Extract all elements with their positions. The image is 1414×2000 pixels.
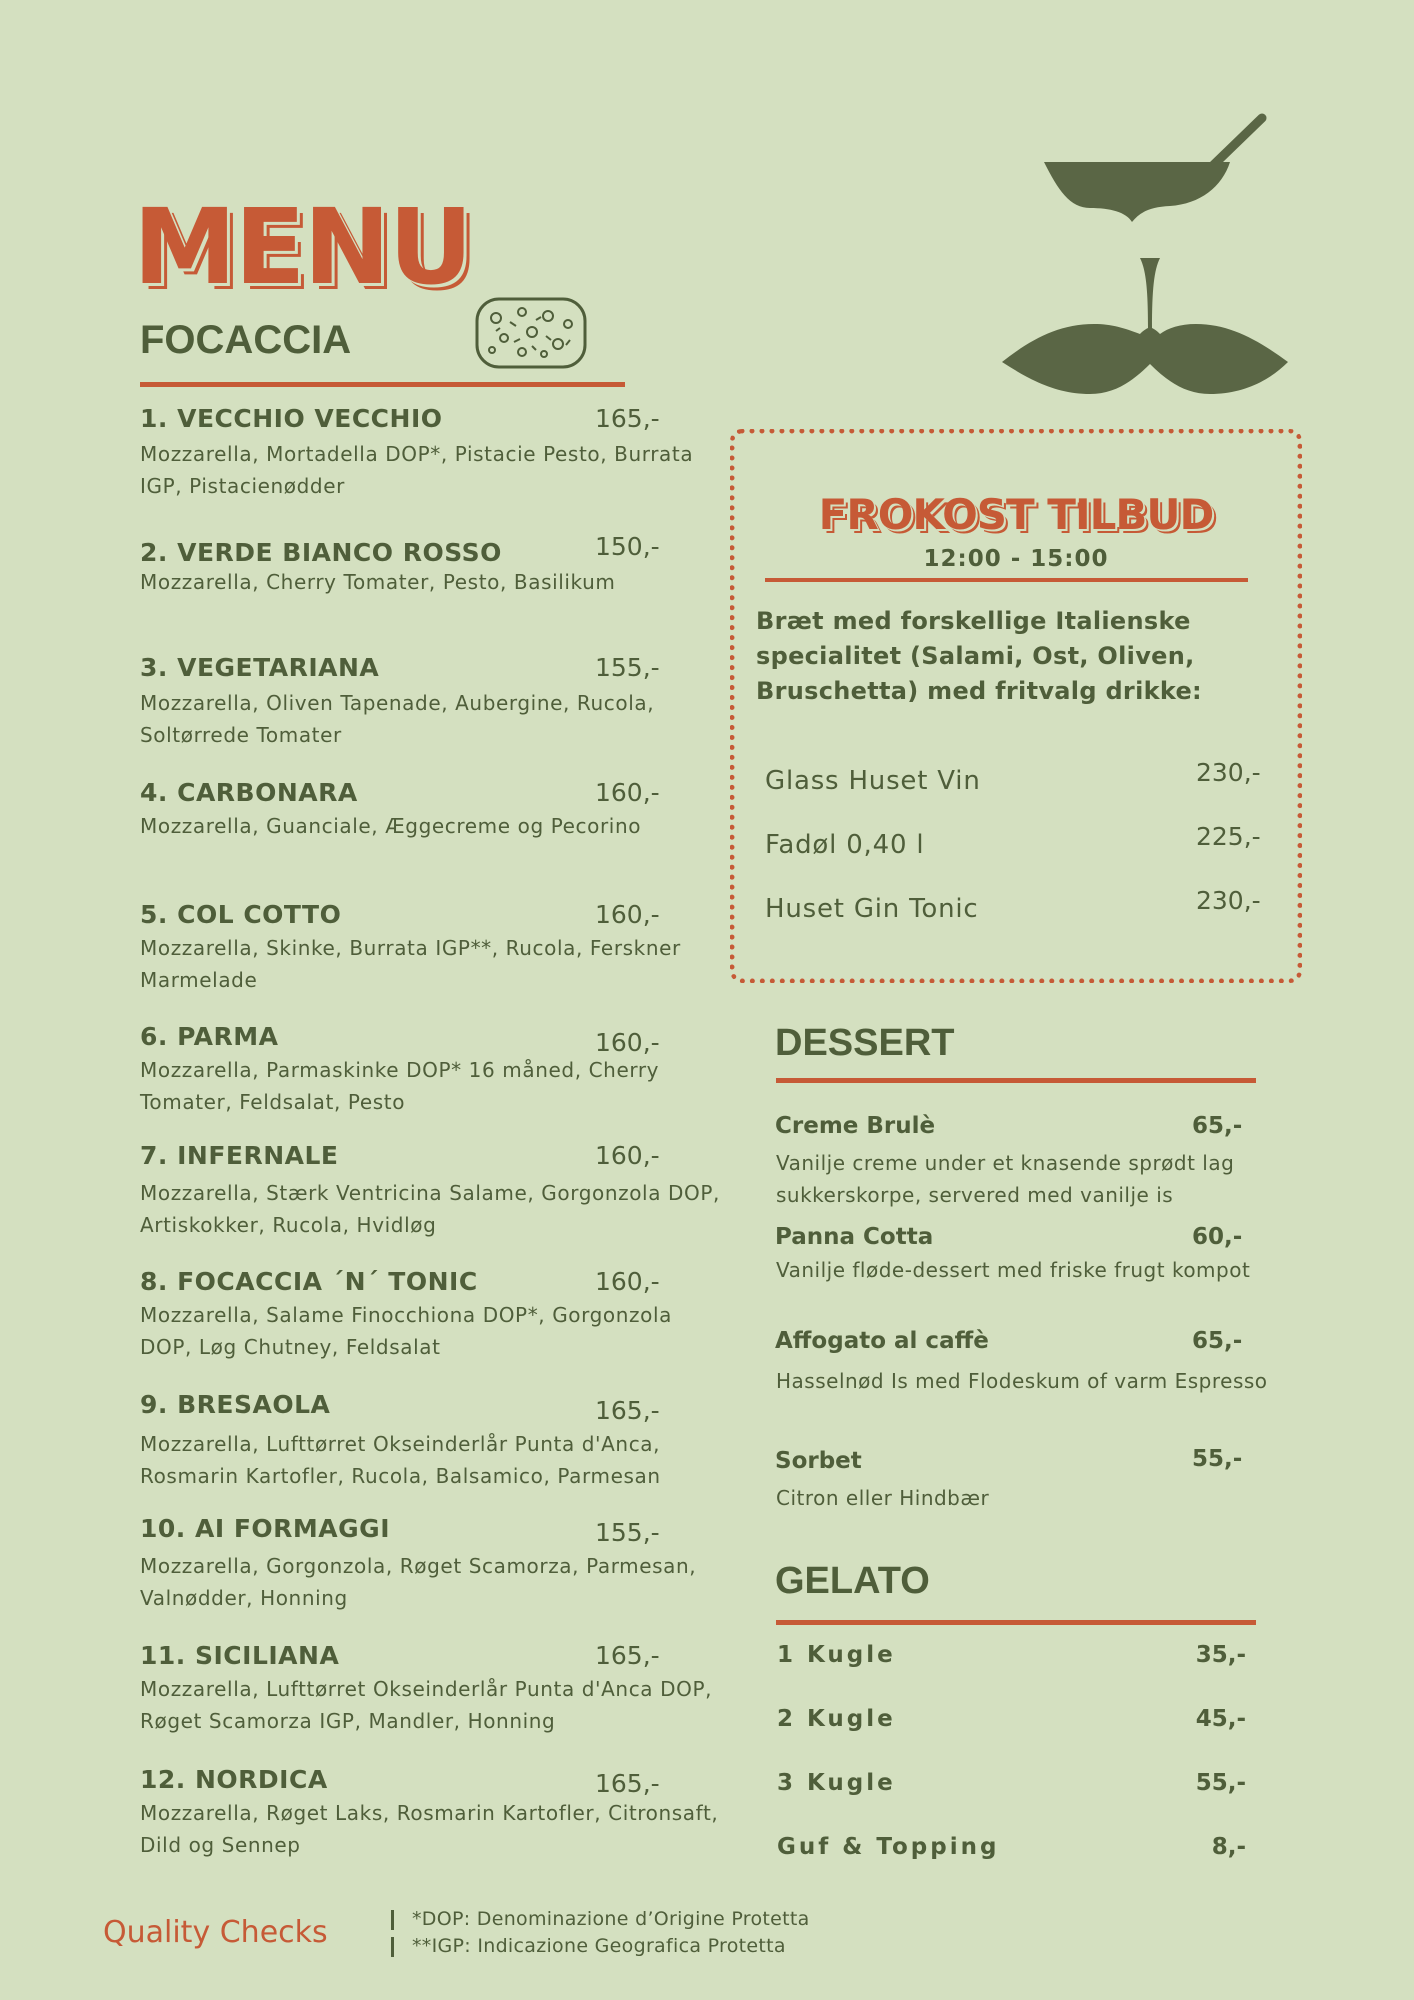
- gelato-name: 1 Kugle: [777, 1642, 896, 1668]
- gelato-price: 55,-: [1195, 1770, 1246, 1796]
- dessert-description: Vanilje fløde-dessert med friske frugt kompot: [776, 1258, 1251, 1282]
- item-description: Mozzarella, Stærk Ventricina Salame, Gorgonzola DOP, Artiskokker, Rucola, Hvidløg: [140, 1181, 720, 1237]
- quality-checks-label: Quality Checks: [103, 1915, 328, 1950]
- drink-price: 230,-: [1196, 886, 1261, 915]
- item-price: 160,-: [595, 1267, 660, 1296]
- gelato-name: Guf & Topping: [777, 1834, 1000, 1860]
- item-price: 155,-: [595, 1518, 660, 1547]
- item-price: 165,-: [595, 1641, 660, 1670]
- frokost-time: 12:00 - 15:00: [923, 546, 1109, 572]
- footnote-dop: *DOP: Denominazione d’Origine Protetta: [412, 1908, 810, 1930]
- gelato-heading: GELATO: [775, 1560, 930, 1602]
- gelato-price: 45,-: [1195, 1706, 1246, 1732]
- dessert-name: Creme Brulè: [775, 1113, 936, 1139]
- footnote-bar: [391, 1937, 394, 1957]
- item-name: 8. FOCACCIA ´N´ TONIC: [140, 1267, 478, 1296]
- item-price: 150,-: [595, 532, 660, 561]
- item-name: 10. AI FORMAGGI: [140, 1514, 390, 1543]
- gelato-name: 2 Kugle: [777, 1706, 896, 1732]
- item-price: 165,-: [595, 1769, 660, 1798]
- item-name: 9. BRESAOLA: [140, 1390, 331, 1419]
- dessert-name: Affogato al caffè: [775, 1328, 989, 1354]
- item-name: 6. PARMA: [140, 1022, 279, 1051]
- dessert-heading: DESSERT: [775, 1022, 955, 1064]
- item-name: 2. VERDE BIANCO ROSSO: [140, 538, 502, 567]
- item-description: Mozzarella, Lufttørret Okseinderlår Punta d'Anca, Rosmarin Kartofler, Rucola, Balsamico, Parmesan: [140, 1432, 661, 1488]
- gelato-divider: [776, 1620, 1256, 1625]
- item-price: 160,-: [595, 1141, 660, 1170]
- drink-price: 225,-: [1196, 822, 1261, 851]
- item-price: 155,-: [595, 653, 660, 682]
- frokost-title: FROKOST TILBUD: [818, 490, 1214, 539]
- item-description: Mozzarella, Mortadella DOP*, Pistacie Pesto, Burrata IGP, Pistacienødder: [140, 442, 694, 498]
- item-price: 165,-: [595, 1396, 660, 1425]
- item-description: Mozzarella, Cherry Tomater, Pesto, Basilikum: [140, 570, 616, 594]
- drink-name: Glass Huset Vin: [765, 766, 981, 796]
- item-name: 11. SICILIANA: [140, 1641, 340, 1670]
- item-name: 7. INFERNALE: [140, 1141, 339, 1170]
- dessert-name: Panna Cotta: [775, 1224, 934, 1250]
- item-description: Mozzarella, Guanciale, Æggecreme og Pecorino: [140, 814, 642, 838]
- drink-price: 230,-: [1196, 758, 1261, 787]
- item-name: 5. COL COTTO: [140, 900, 342, 929]
- item-description: Mozzarella, Oliven Tapenade, Aubergine, Rucola, Soltørrede Tomater: [140, 691, 655, 747]
- footnote-bar: [391, 1910, 394, 1930]
- dessert-name: Sorbet: [775, 1448, 862, 1474]
- item-price: 160,-: [595, 900, 660, 929]
- frokost-description: Bræt med forskellige Italienske specialitet (Salami, Ost, Oliven, Bruschetta) med fritvalg drikke:: [756, 607, 1202, 705]
- dessert-description: Vanilje creme under et knasende sprødt lag sukkerskorpe, servered med vanilje is: [776, 1151, 1235, 1207]
- item-price: 160,-: [595, 778, 660, 807]
- dessert-price: 60,-: [1192, 1224, 1243, 1250]
- item-description: Mozzarella, Gorgonzola, Røget Scamorza, Parmesan, Valnødder, Honning: [140, 1554, 697, 1610]
- item-name: 4. CARBONARA: [140, 778, 358, 807]
- drink-name: Huset Gin Tonic: [765, 894, 979, 924]
- gelato-price: 35,-: [1195, 1642, 1246, 1668]
- item-description: Mozzarella, Røget Laks, Rosmarin Kartofler, Citronsaft, Dild og Sennep: [140, 1801, 719, 1857]
- mustache-icon: [1000, 250, 1290, 400]
- dessert-description: Hasselnød Is med Flodeskum of varm Espresso: [776, 1369, 1268, 1393]
- item-price: 160,-: [595, 1028, 660, 1057]
- focaccia-heading: FOCACCIA: [140, 318, 352, 362]
- dessert-price: 65,-: [1192, 1328, 1243, 1354]
- frokost-divider: [765, 578, 1248, 582]
- dessert-description: Citron eller Hindbær: [776, 1486, 990, 1510]
- item-price: 165,-: [595, 404, 660, 433]
- footnote-igp: **IGP: Indicazione Geografica Protetta: [412, 1935, 786, 1957]
- gelato-price: 8,-: [1211, 1834, 1246, 1860]
- item-description: Mozzarella, Skinke, Burrata IGP**, Rucola, Ferskner Marmelade: [140, 936, 681, 992]
- menu-title: MENU: [133, 186, 472, 308]
- item-name: 12. NORDICA: [140, 1765, 328, 1794]
- focaccia-divider: [140, 382, 625, 387]
- gelato-name: 3 Kugle: [777, 1770, 896, 1796]
- item-name: 3. VEGETARIANA: [140, 653, 380, 682]
- item-description: Mozzarella, Lufttørret Okseinderlår Punta d'Anca DOP, Røget Scamorza IGP, Mandler, Honning: [140, 1677, 713, 1733]
- drink-name: Fadøl 0,40 l: [765, 830, 925, 860]
- item-name: 1. VECCHIO VECCHIO: [140, 404, 443, 433]
- dessert-price: 55,-: [1192, 1446, 1243, 1472]
- dessert-divider: [776, 1078, 1256, 1083]
- item-description: Mozzarella, Parmaskinke DOP* 16 måned, Cherry Tomater, Feldsalat, Pesto: [140, 1058, 660, 1114]
- focaccia-icon: [474, 296, 588, 370]
- item-description: Mozzarella, Salame Finocchiona DOP*, Gorgonzola DOP, Løg Chutney, Feldsalat: [140, 1303, 672, 1359]
- dessert-price: 65,-: [1192, 1113, 1243, 1139]
